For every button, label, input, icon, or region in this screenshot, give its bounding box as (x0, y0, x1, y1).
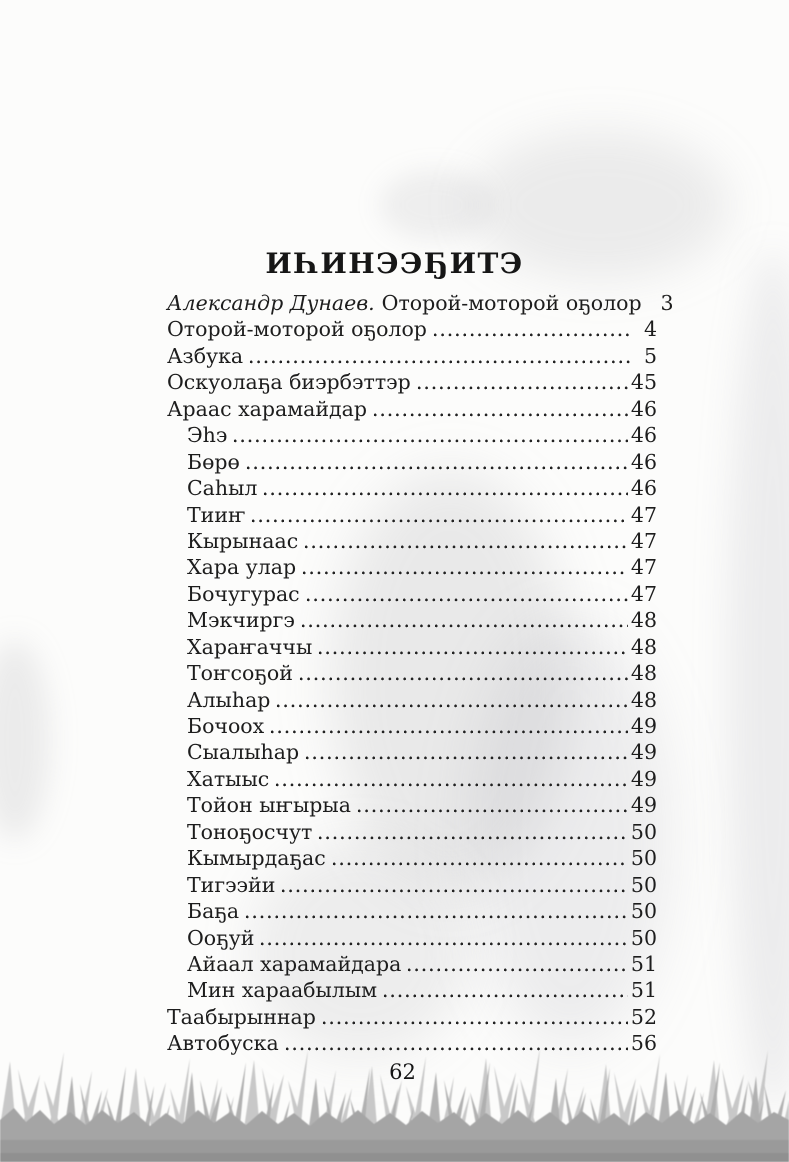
toc-leader-dots (317, 819, 628, 845)
toc-row (167, 634, 657, 660)
toc-entry-label: Азбука (167, 343, 244, 368)
toc-entry-label: Хара улар (187, 555, 297, 580)
toc-row (167, 422, 657, 448)
toc-page-number: 49 (630, 740, 657, 765)
toc-row (167, 660, 657, 686)
toc-leader-dots (382, 977, 628, 1003)
toc-page-number: 50 (630, 899, 657, 924)
toc-row (167, 687, 657, 713)
toc-page-number: 49 (630, 793, 657, 818)
toc-entry-label: Таабырыннар (167, 1004, 316, 1029)
toc-row (167, 554, 657, 580)
toc-page-number: 56 (630, 1031, 657, 1056)
toc-page-number: 51 (630, 951, 657, 976)
toc-leader-dots (280, 872, 628, 898)
toc-page-number: 52 (630, 1004, 657, 1029)
toc-entry-label: Айаал харамайдара (187, 951, 402, 976)
toc-page-number: 50 (630, 872, 657, 897)
toc-page-number: 5 (643, 343, 657, 368)
toc-entry-label: Мин хараабылым (187, 978, 378, 1003)
book-page-number: 62 (389, 1060, 416, 1084)
toc-row (167, 316, 657, 342)
toc-page-number: 47 (630, 581, 657, 606)
toc-page-number: 46 (630, 396, 657, 421)
toc-page-number: 48 (630, 661, 657, 686)
toc-row (167, 872, 657, 898)
toc-row (167, 925, 657, 951)
toc-entry-label: Ооҕуй (187, 925, 255, 950)
toc-row (167, 581, 657, 607)
toc-entry-label: Эһэ (187, 423, 228, 448)
toc-leader-dots (269, 713, 628, 739)
toc-page-number: 46 (630, 476, 657, 501)
toc-row (167, 369, 657, 395)
toc-row (167, 475, 657, 501)
toc-leader-dots (232, 422, 628, 448)
toc-page-number: 50 (630, 819, 657, 844)
toc-entry-label: Сыалыһар (187, 740, 300, 765)
toc-entry-label: Кымырдаҕас (187, 846, 326, 871)
toc-page-number: 50 (630, 925, 657, 950)
toc-entry-label: Саһыл (187, 476, 258, 501)
toc-leader-dots (406, 951, 628, 977)
toc-row (167, 290, 674, 316)
toc-entry-label: Оскуолаҕа биэрбэттэр (167, 370, 411, 395)
toc-leader-dots (275, 687, 627, 713)
toc-entry-label: Тигээйи (187, 872, 276, 897)
toc-entry-label: Бөрө (187, 449, 240, 474)
toc-row (167, 343, 657, 369)
toc-row (167, 396, 657, 422)
toc-entry-label: Бочоох (187, 714, 265, 738)
toc-row (167, 792, 657, 818)
toc-leader-dots (356, 792, 628, 818)
toc-entry-label: Тииҥ (187, 502, 246, 527)
toc-row (167, 1004, 657, 1030)
toc-row (167, 766, 657, 792)
toc-row (167, 951, 657, 977)
toc-page-number: 50 (630, 846, 657, 871)
toc-row (167, 845, 657, 871)
toc-leader-dots (317, 634, 628, 660)
scan-stain (380, 170, 490, 240)
toc-leader-dots (416, 369, 628, 395)
toc-leader-dots (372, 396, 628, 422)
toc-leader-dots (321, 1004, 628, 1030)
toc-page-number: 49 (630, 766, 657, 791)
toc-entry-author: Александр Дунаев. (167, 291, 375, 315)
toc-entry-label: Араас харамайдар (167, 396, 368, 421)
toc-entry-label: Кырынаас (187, 528, 299, 553)
toc-leader-dots (305, 581, 628, 607)
toc-leader-dots (331, 845, 628, 871)
toc-entry-label: Хатыыс (187, 766, 270, 791)
toc-leader-dots (303, 528, 628, 554)
toc-row (167, 898, 657, 924)
toc-entry-label: Тойон ыҥырыа (187, 793, 351, 818)
toc-leader-dots (245, 449, 628, 475)
toc-entry-label: Баҕа (187, 899, 240, 924)
toc-entry-label: Тоҥсоҕой (187, 661, 293, 686)
toc-leader-dots (304, 739, 628, 765)
toc-entry-label: Оторой-моторой оҕолор (167, 317, 427, 342)
toc-row (167, 739, 657, 765)
toc-leader-dots (259, 925, 627, 951)
toc-page-number: 47 (630, 528, 657, 553)
toc-page-number: 46 (630, 423, 657, 448)
toc-row (167, 819, 657, 845)
toc-page-number: 48 (630, 687, 657, 712)
toc-leader-dots (432, 316, 630, 342)
toc-entry-label: Мэкчиргэ (187, 608, 295, 633)
toc-list (167, 290, 674, 1057)
toc-page-number: 51 (630, 978, 657, 1003)
scan-stain (0, 640, 50, 840)
toc-entry-label: Автобуска (167, 1031, 279, 1056)
toc-entry-label: Хараҥаччы (187, 634, 313, 659)
toc-leader-dots (298, 660, 628, 686)
toc-entry-label: Оторой-моторой оҕолор (381, 291, 642, 315)
toc-leader-dots (262, 475, 627, 501)
toc-entry-label: Алыһар (187, 687, 271, 712)
toc-page-number: 4 (643, 317, 657, 342)
toc-page-number: 45 (630, 370, 657, 395)
toc-leader-dots (244, 898, 628, 924)
toc-leader-dots (301, 554, 628, 580)
toc-page-number: 3 (660, 291, 674, 315)
toc-leader-dots (300, 607, 628, 633)
toc-row (167, 528, 657, 554)
toc-page-number: 47 (630, 555, 657, 580)
toc-entry-label: Бочугурас (187, 581, 300, 606)
toc-page-number: 49 (630, 714, 657, 738)
toc-entry-label: Тоноҕосчут (187, 819, 313, 844)
toc-row (167, 713, 657, 739)
scan-stain (728, 250, 789, 1110)
toc-row (167, 449, 657, 475)
toc-leader-dots (250, 502, 627, 528)
toc-row (167, 502, 657, 528)
toc-title: ИҺИНЭЭҔИТЭ (265, 246, 524, 280)
toc-leader-dots (248, 343, 630, 369)
toc-page-number: 47 (630, 502, 657, 527)
toc-row (167, 607, 657, 633)
toc-page-number: 48 (630, 608, 657, 633)
toc-leader-dots (274, 766, 628, 792)
toc-row (167, 977, 657, 1003)
toc-page-number: 48 (630, 634, 657, 659)
toc-page-number: 46 (630, 449, 657, 474)
